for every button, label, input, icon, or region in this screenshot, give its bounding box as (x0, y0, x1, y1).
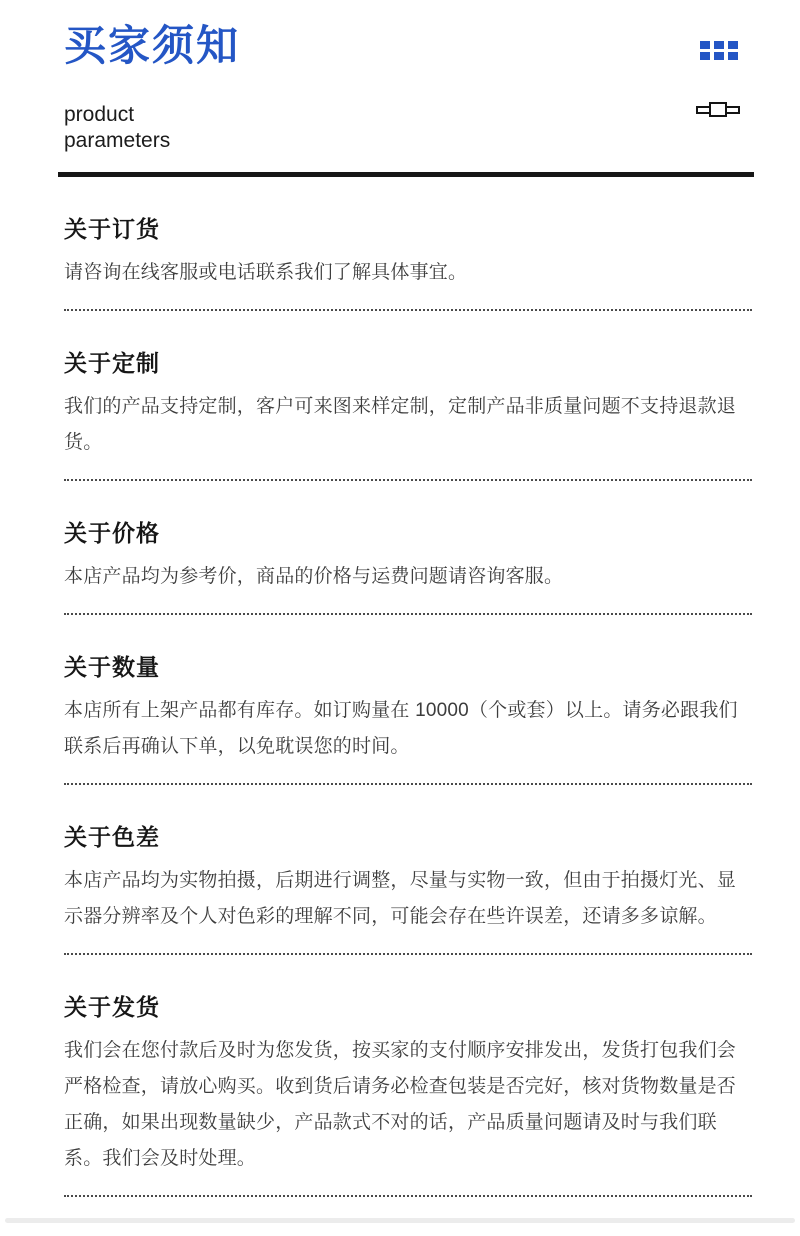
page-subtitle (64, 102, 752, 154)
page-header (64, 0, 752, 177)
section-heading: 关于数量 (64, 654, 160, 680)
header-divider (58, 172, 754, 177)
section-body: 请咨询在线客服或电话联系我们了解具体事宜。 (64, 262, 468, 283)
dotted-divider (64, 1195, 752, 1197)
section-customization (64, 311, 752, 481)
section-body: 我们的产品支持定制，客户可来图来样定制，定制产品非质量问题不支持退款退货。 (64, 396, 737, 453)
connector-icon (696, 102, 740, 117)
grid-icon (700, 41, 738, 60)
section-heading: 关于发货 (64, 994, 160, 1020)
subtitle-line-2: parameters (64, 129, 171, 152)
section-quantity (64, 615, 752, 785)
section-heading: 关于价格 (64, 520, 160, 546)
subtitle-line-1: product (64, 103, 135, 126)
page-title: 买家须知 (64, 22, 241, 69)
section-price (64, 481, 752, 615)
section-heading: 关于订货 (64, 216, 160, 242)
section-heading: 关于色差 (64, 824, 160, 850)
section-body: 本店产品均为实物拍摄，后期进行调整，尽量与实物一致，但由于拍摄灯光、显示器分辨率及个人对色彩的理解不同，可能会存在些许误差，还请多多谅解。 (64, 870, 737, 927)
section-heading: 关于定制 (64, 350, 160, 376)
section-shipping (64, 955, 752, 1197)
bottom-divider (5, 1218, 795, 1223)
section-ordering (64, 177, 752, 311)
section-body: 本店产品均为参考价，商品的价格与运费问题请咨询客服。 (64, 566, 564, 587)
section-body: 本店所有上架产品都有库存。如订购量在 10000（个或套）以上。请务必跟我们联系后再确认下单，以免耽误您的时间。 (64, 700, 738, 757)
section-body: 我们会在您付款后及时为您发货，按买家的支付顺序安排发出，发货打包我们会严格检查，请放心购买。收到货后请务必检查包装是否完好，核对货物数量是否正确，如果出现数量缺少，产品款式不对的话，产品质量问题请及时与我们联系。我们会及时处理。 (64, 1040, 737, 1169)
section-color-difference (64, 785, 752, 955)
